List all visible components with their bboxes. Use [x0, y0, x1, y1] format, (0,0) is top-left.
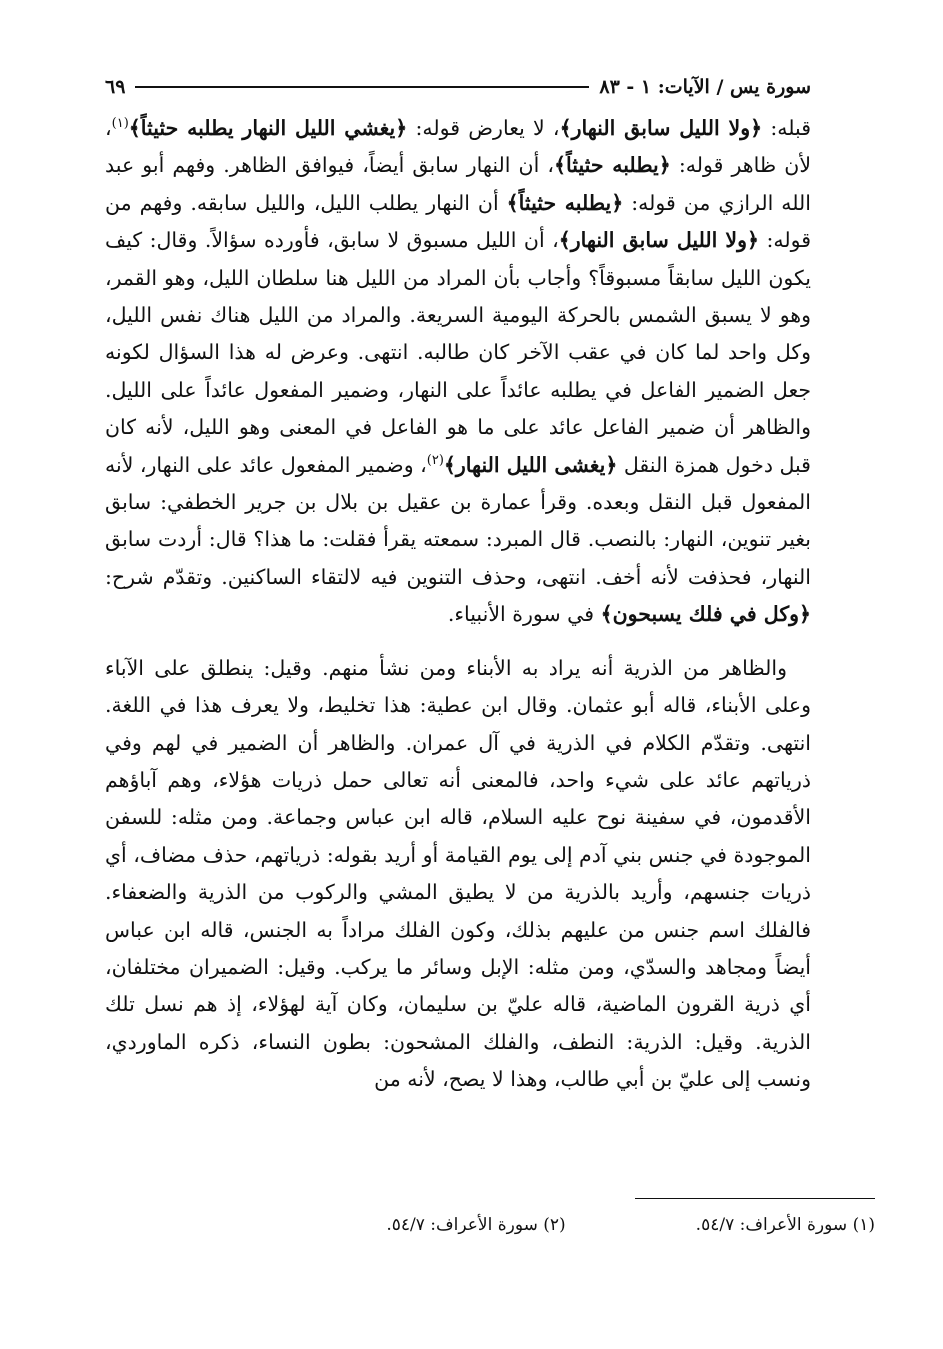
header-rule — [135, 86, 589, 88]
footnote-ref-2[interactable]: (٢) — [426, 452, 444, 468]
running-header — [105, 72, 811, 102]
text-segment: ، لا يعارض قوله: — [407, 116, 560, 140]
quran-quote: ﴿يطلبه حثيثاً﴾ — [506, 190, 624, 215]
text-segment: ، أن النهار سابق أيضاً، فيوافق الظاهر. وفهم أبو عبد الله الرازي من قوله: — [105, 153, 811, 215]
quran-quote: ﴿ولا الليل سابق النهار﴾ — [558, 228, 759, 253]
text-segment: أن النهار يطلب الليل، والليل سابقه. وفهم من قوله: — [105, 190, 811, 253]
text-segment: ، لأن ظاهر قوله: — [105, 116, 812, 178]
quran-quote: ﴿ولا الليل سابق النهار﴾ — [559, 116, 763, 140]
footnotes — [105, 1198, 875, 1235]
main-text — [105, 110, 811, 1099]
quran-quote: ﴿يغشي الليل النهار يطلبه حثيثاً﴾ — [128, 116, 408, 140]
running-title: سورة يس / الآيات: ١ - ٨٣ — [599, 76, 811, 98]
text-segment: ، أن الليل مسبوق لا سابق، فأورده سؤالاً. وقال: كيف يكون الليل سابقاً مسبوقاً؟ وأجاب بأن المراد من الليل هنا سلطان الليل، وهو القمر، وهو لا يسبق الشمس بالحركة اليومية السريعة. والمراد من الليل هناك نفس الليل، وكل واحد لما كان في عقب الآخر كان طالبه. انتهى. وعرض له هذا السؤال لكونه جعل الضمير الفاعل في يطلبه عائداً على النهار، وضمير المفعول عائداً على الليل. والظاهر أن ضمير الفاعل عائد على ما هو الفاعل في المعنى وهو الليل، لأنه كان قبل دخول همزة النقل — [105, 228, 811, 477]
footnote-row — [105, 1215, 875, 1235]
quran-quote: ﴿يطلبه حثيثاً﴾ — [554, 153, 671, 178]
footnote-2: (٢) سورة الأعراف: ٥٤/٧. — [386, 1215, 566, 1235]
footnote-ref-1[interactable]: (١) — [111, 116, 129, 132]
paragraph-1 — [105, 110, 811, 634]
footnote-1: (١) سورة الأعراف: ٥٤/٧. — [695, 1215, 875, 1235]
quran-quote: ﴿وكل في فلك يسبحون﴾ — [600, 602, 811, 627]
paragraph-2: والظاهر من الذرية أنه يراد به الأبناء ومن نشأ منهم. وقيل: ينطلق على الآباء وعلى الأبناء، قاله أبو عثمان. وقال ابن عطية: هذا تخليط، ولا يعرف هذا في اللغة. انتهى. وتقدّم الكلام في الذرية في آل عمران. والظاهر أن الضمير في لهم وفي ذرياتهم عائد على شيء واحد، فالمعنى أنه تعالى حمل ذريات هؤلاء، وهم آباؤهم الأقدمون، في سفينة نوح عليه السلام، قاله ابن عباس وجماعة. ومن مثله: للسفن الموجودة في جنس بني آدم إلى يوم القيامة أو أريد بقوله: ذرياتهم، حذف مضاف، أي ذريات جنسهم، وأريد بالذرية من لا يطيق المشي والركوب من الذرية والضعفاء. فالفلك اسم جنس من عليهم بذلك، وكون الفلك مراداً به الجنس، قاله ابن عباس أيضاً ومجاهد والسدّي، ومن مثله: الإبل وسائر ما يركب. وقيل: الضميران مختلفان، أي ذرية القرون الماضية، قاله عليّ بن سليمان، وكان آية لهؤلاء، إذ هم نسل تلك الذرية. وقيل: الذرية: النطف، والفلك المشحون: بطون النساء، ذكره الماوردي، ونسب إلى عليّ بن أبي طالب، وهذا لا يصح، لأنه من — [104, 655, 811, 1092]
text-segment: قبله: — [762, 116, 812, 140]
footnote-rule — [635, 1198, 875, 1199]
text-segment: في سورة الأنبياء. — [447, 602, 601, 627]
text-segment: ، وضمير المفعول عائد على النهار، لأنه المفعول قبل النقل وبعده. وقرأ عمارة بن عقيل بن بلال بن جرير الخطفي: سابق بغير تنوين، النهار: بالنصب. قال المبرد: سمعته يقرأ فقلت: ما هذا؟ قال: أردت سابق النهار، فحذفت لأنه أخف. انتهى، وحذف التنوين فيه لالتقاء الساكنين. وتقدّم شرح: — [105, 452, 811, 589]
quran-quote: ﴿يغشى الليل النهار﴾ — [443, 452, 618, 477]
page-number: ٦٩ — [105, 76, 126, 98]
